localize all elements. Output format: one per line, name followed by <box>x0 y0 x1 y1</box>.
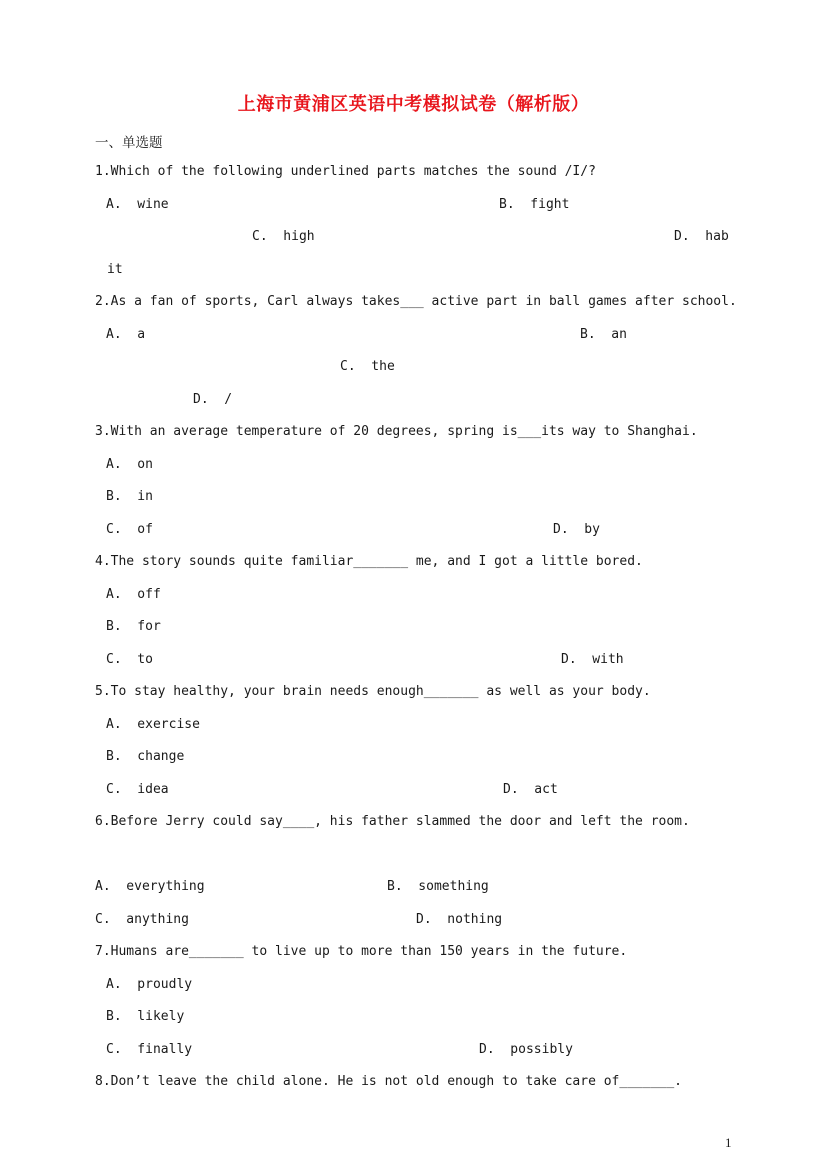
q6-option-a[interactable]: A. everything <box>95 879 205 894</box>
q7-option-c[interactable]: C. finally <box>106 1042 193 1057</box>
section-heading: 一、单选题 <box>95 135 163 151</box>
question-4-stem: 4.The story sounds quite familiar_______ me, and I got a little bored. <box>95 554 643 569</box>
question-5-stem: 5.To stay healthy, your brain needs enough_______ as well as your body. <box>95 684 651 699</box>
q6-option-b[interactable]: B. something <box>387 879 489 894</box>
q2-option-a[interactable]: A. a <box>106 327 146 342</box>
q7-option-a[interactable]: A. proudly <box>106 977 193 992</box>
q1-option-d[interactable]: D. hab <box>674 229 729 244</box>
question-7-stem: 7.Humans are_______ to live up to more than 150 years in the future. <box>95 944 628 959</box>
q6-option-d[interactable]: D. nothing <box>416 912 503 927</box>
q3-option-b[interactable]: B. in <box>106 489 153 504</box>
q3-option-d[interactable]: D. by <box>553 522 600 537</box>
q1-option-c[interactable]: C. high <box>252 229 315 244</box>
q1-option-a[interactable]: A. wine <box>106 197 169 212</box>
q4-option-a[interactable]: A. off <box>106 587 161 602</box>
q2-option-c[interactable]: C. the <box>340 359 395 374</box>
question-6-stem: 6.Before Jerry could say____, his father slammed the door and left the room. <box>95 814 690 829</box>
q6-option-c[interactable]: C. anything <box>95 912 189 927</box>
q5-option-b[interactable]: B. change <box>106 749 185 764</box>
q5-option-d[interactable]: D. act <box>503 782 558 797</box>
q5-option-c[interactable]: C. idea <box>106 782 169 797</box>
q7-option-b[interactable]: B. likely <box>106 1009 185 1024</box>
question-8-stem: 8.Don’t leave the child alone. He is not old enough to take care of_______. <box>95 1074 682 1089</box>
q5-option-a[interactable]: A. exercise <box>106 717 200 732</box>
q1-option-b[interactable]: B. fight <box>499 197 570 212</box>
q4-option-c[interactable]: C. to <box>106 652 153 667</box>
q3-option-c[interactable]: C. of <box>106 522 153 537</box>
page-number: 1 <box>725 1135 732 1150</box>
question-1-stem: 1.Which of the following underlined parts matches the sound /I/? <box>95 164 596 179</box>
page-title: 上海市黄浦区英语中考模拟试卷（解析版） <box>237 94 590 115</box>
q3-option-a[interactable]: A. on <box>106 457 153 472</box>
q4-option-b[interactable]: B. for <box>106 619 161 634</box>
q1-option-d-wrap: it <box>107 262 123 277</box>
question-3-stem: 3.With an average temperature of 20 degrees, spring is___its way to Shanghai. <box>95 424 698 439</box>
question-2-stem: 2.As a fan of sports, Carl always takes___ active part in ball games after school. <box>95 294 737 309</box>
q2-option-d[interactable]: D. / <box>193 392 233 407</box>
q4-option-d[interactable]: D. with <box>561 652 624 667</box>
q7-option-d[interactable]: D. possibly <box>479 1042 573 1057</box>
q2-option-b[interactable]: B. an <box>580 327 627 342</box>
